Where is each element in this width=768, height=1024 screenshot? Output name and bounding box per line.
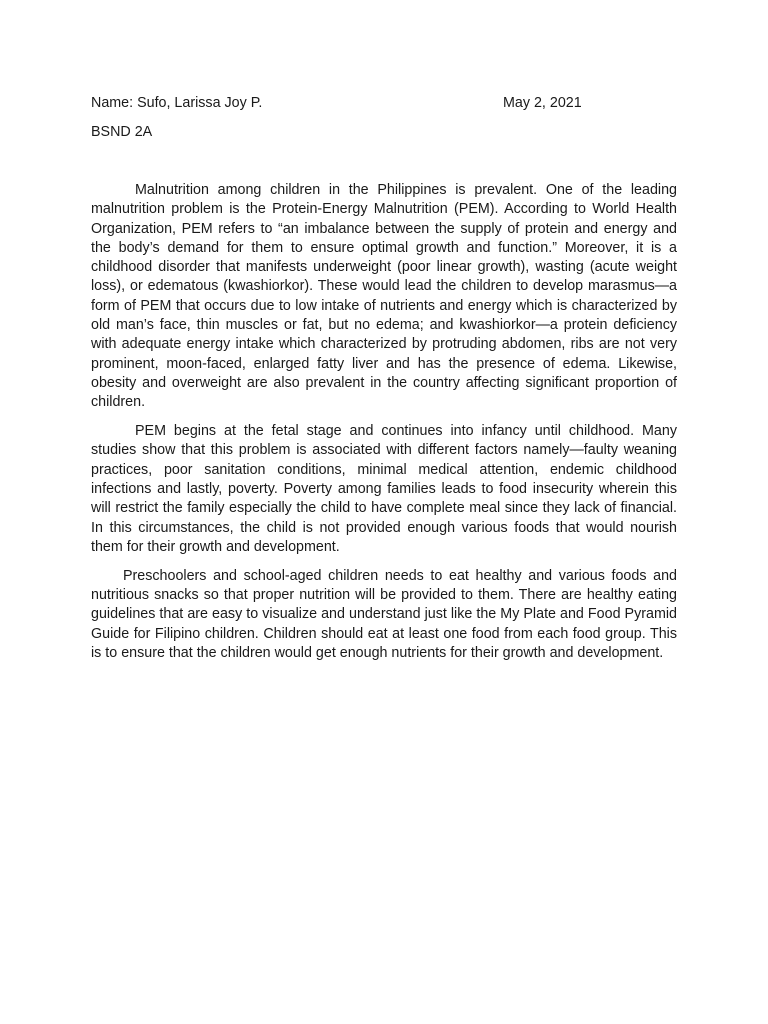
essay-body: [91, 181, 677, 673]
document-date: May 2, 2021: [503, 95, 582, 111]
header-line: [91, 93, 591, 113]
paragraph-3: Preschoolers and school-aged children needs to eat healthy and various foods and nutritious snacks so that proper nutrition will be provided to them. There are healthy eating guidelines that are easy to visualize and understand just like the My Plate and Food Pyramid Guide for Filipino children. Children should eat at least one food from each food group. This is to ensure that the children would get enough nutrients for their growth and development.: [91, 567, 677, 661]
class-section: BSND 2A: [91, 124, 153, 140]
paragraph-2: PEM begins at the fetal stage and continues into infancy until childhood. Many studies show that this problem is associated with different factors namely—faulty weaning practices, poor sanitation conditions, minimal medical attention, endemic childhood infections and lastly, poverty. Poverty among families leads to food insecurity wherein this will restrict the family especially the child to have complete meal since they lack of financial. In this circumstances, the child is not provided enough various foods that would nourish them for their growth and development.: [91, 423, 677, 555]
paragraph-1: Malnutrition among children in the Philippines is prevalent. One of the leading malnutrition problem is the Protein-Energy Malnutrition (PEM). According to World Health Organization, PEM refers to “an imbalance between the supply of protein and energy and the body’s demand for them to ensure optimal growth and function.” Moreover, it is a childhood disorder that manifests underweight (poor linear growth), wasting (acute weight loss), or edematous (kwashiorkor). These would lead the children to develop marasmus—a form of PEM that occurs due to low intake of nutrients and energy which is characterized by old man’s face, thin muscles or fat, but no edema; and kwashiorkor—a protein deficiency with adequate energy intake which characterized by protruding abdomen, ribs are not very prominent, moon-faced, enlarged fatty liver and has the presence of edema. Likewise, obesity and overweight are also prevalent in the country affecting significant proportion of children.: [91, 182, 677, 411]
student-name: Name: Sufo, Larissa Joy P.: [91, 95, 263, 111]
